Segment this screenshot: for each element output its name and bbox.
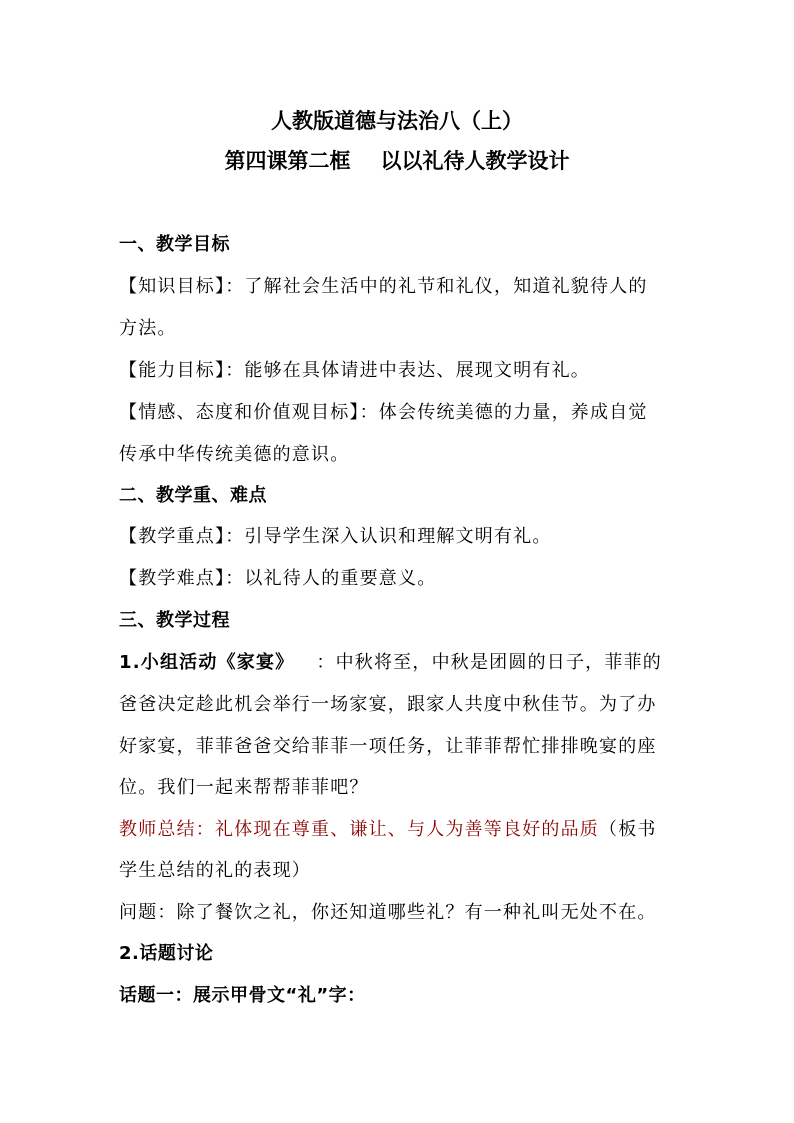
teaching-difficult-point: 【教学难点】：以礼待人的重要意义。 [119,568,437,589]
knowledge-objective-line-1: 【知识目标】：了解社会生活中的礼节和礼仪，知道礼貌待人的 [119,276,648,297]
summary-label: 教师总结： [119,819,215,840]
topic-discussion-heading: 2.话题讨论 [119,943,214,964]
activity-title: 1.小组活动《家宴》 [119,652,295,673]
section-heading-objectives: 一、教学目标 [119,234,230,255]
activity-line-2: 爸爸决定趁此机会举行一场家宴，跟家人共度中秋佳节。为了办 [119,694,657,715]
question-line: 问题：除了餐饮之礼，你还知道哪些礼？有一种礼叫无处不在。 [119,902,657,923]
activity-intro: ：中秋将至，中秋是团圆的日子，菲菲的 [316,652,662,673]
section-heading-key-points: 二、教学重、难点 [119,485,267,506]
activity-line-3: 好家宴，菲菲爸爸交给菲菲一项任务，让菲菲帮忙排排晚宴的座 [119,736,657,757]
emotion-objective-line-1: 【情感、态度和价值观目标】：体会传统美德的力量，养成自觉 [119,402,648,423]
activity-line-4: 位。我们一起来帮帮菲菲吧？ [119,777,369,798]
ability-objective: 【能力目标】：能够在具体请进中表达、展现文明有礼。 [119,360,590,381]
knowledge-objective-line-2: 方法。 [119,318,177,339]
document-subtitle [0,145,794,175]
teaching-key-point: 【教学重点】：引导学生深入认识和理解文明有礼。 [119,526,552,547]
section-heading-process: 三、教学过程 [119,610,230,631]
summary-board-note: （板书 [599,819,657,840]
subtitle-topic: 以以礼待人教学设计 [380,149,570,173]
teacher-summary-line-2: 学生总结的礼的表现） [119,860,311,881]
summary-highlight: 礼体现在尊重、谦让、与人为善等良好的品质 [215,819,599,840]
emotion-objective-line-2: 传承中华传统美德的意识。 [119,444,350,465]
document-title: 人教版道德与法治八（上） [271,109,523,133]
subtitle-lesson: 第四课第二框 [224,149,351,173]
topic-one: 话题一：展示甲骨文“礼”字： [119,985,366,1006]
teacher-summary-line-1 [119,815,679,841]
activity-line-1 [119,648,679,674]
